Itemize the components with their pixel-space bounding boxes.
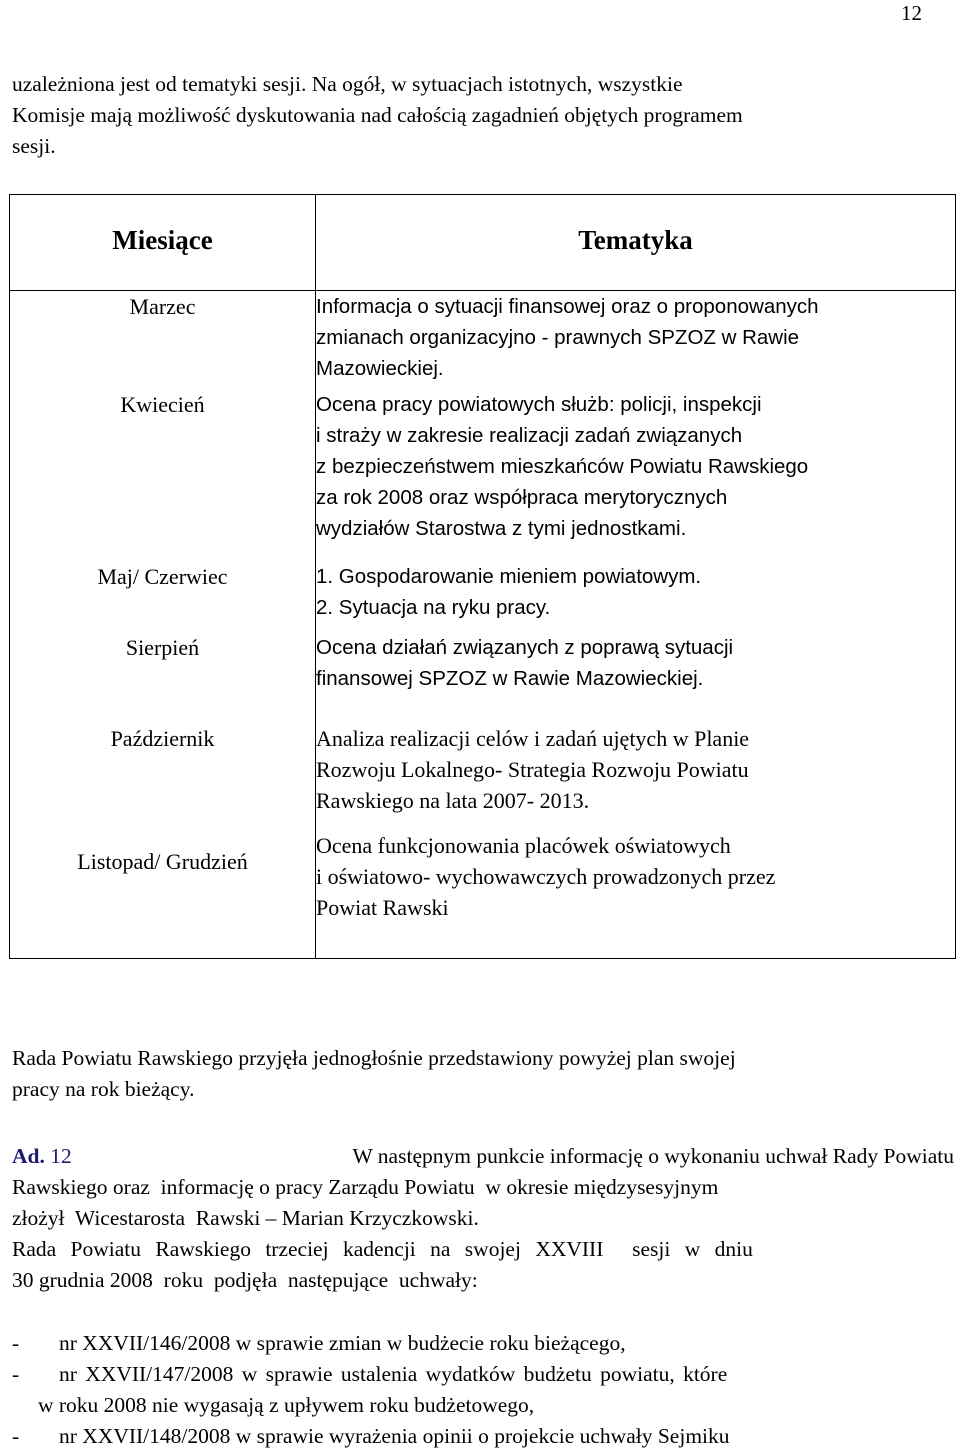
month-cell: Marzec xyxy=(10,291,316,390)
table-row xyxy=(10,291,956,390)
topic-line: Ocena działań związanych z poprawą sytuacji xyxy=(316,636,734,659)
topic-cell xyxy=(316,830,956,959)
list-item xyxy=(12,1328,954,1359)
list-line: nr XXVII/147/2008 w sprawie ustalenia wydatków budżetu powiatu, które xyxy=(59,1362,728,1386)
topic-line: 2. Sytuacja na ryku pracy. xyxy=(316,596,551,619)
topic-line: Ocena pracy powiatowych służb: policji, inspekcji xyxy=(316,393,762,416)
list-item-text xyxy=(59,1421,954,1452)
header-months: Miesiące xyxy=(10,195,316,291)
topic-line: Powiat Rawski xyxy=(316,895,449,920)
topic-line: Rozwoju Lokalnego- Strategia Rozwoju Powiatu xyxy=(316,757,749,782)
list-item xyxy=(12,1421,954,1452)
approval-paragraph xyxy=(12,1043,954,1105)
table-row xyxy=(10,561,956,626)
topic-cell xyxy=(316,389,956,561)
topic-line: Informacja o sytuacji finansowej oraz o proponowanych xyxy=(316,295,819,318)
list-item xyxy=(12,1359,954,1421)
page-number: 12 xyxy=(901,1,922,25)
topic-line: Analiza realizacji celów i zadań ujętych w Planie xyxy=(316,726,750,751)
list-dash: - xyxy=(12,1424,20,1448)
ad-number: 12 xyxy=(50,1144,72,1168)
month-cell: Sierpień xyxy=(10,626,316,709)
ad12-line: złożył Wicestarosta Rawski – Marian Krzyczkowski. xyxy=(12,1206,479,1230)
topic-line: Ocena funkcjonowania placówek oświatowych xyxy=(316,833,731,858)
ad12-line: Rawskiego oraz informację o pracy Zarządu Powiatu w okresie międzysesyjnym xyxy=(12,1175,719,1199)
month-cell: Październik xyxy=(10,709,316,830)
resolutions-list xyxy=(12,1328,954,1452)
intro-line-text: uzależniona jest od tematyki sesji. Na ogół, w sytuacjach istotnych, wszystkie xyxy=(12,72,683,96)
topic-line: z bezpieczeństwem mieszkańców Powiatu Rawskiego xyxy=(316,455,809,478)
list-dash: - xyxy=(12,1362,20,1386)
intro-line: sesji. xyxy=(12,134,56,158)
ad12-line: 30 grudnia 2008 roku podjęła następujące uchwały: xyxy=(12,1268,478,1292)
ad12-heading xyxy=(12,1141,72,1172)
list-item-text xyxy=(38,1359,954,1421)
topic-cell xyxy=(316,291,956,390)
work-plan-table xyxy=(9,194,956,959)
table-row xyxy=(10,830,956,959)
topic-line: i oświatowo- wychowawczych prowadzonych przez xyxy=(316,864,776,889)
header-topics: Tematyka xyxy=(316,195,956,291)
topic-line: 1. Gospodarowanie mieniem powiatowym. xyxy=(316,565,702,588)
list-item-text xyxy=(59,1328,954,1359)
list-line: w roku 2008 nie wygasają z upływem roku budżetowego, xyxy=(38,1393,535,1417)
ad12-line: Rada Powiatu Rawskiego trzeciej kadencji na swojej XXVIII sesji w dniu xyxy=(12,1237,753,1261)
topic-line: i straży w zakresie realizacji zadań związanych xyxy=(316,424,743,447)
topic-cell xyxy=(316,709,956,830)
month-cell: Kwiecień xyxy=(10,389,316,561)
topic-cell xyxy=(316,626,956,709)
topic-line: finansowej SPZOZ w Rawie Mazowieckiej. xyxy=(316,667,704,690)
approval-line: pracy na rok bieżący. xyxy=(12,1077,195,1101)
ad12-line-text: W następnym punkcie informację o wykonaniu uchwał Rady Powiatu xyxy=(352,1144,954,1168)
intro-line: Komisje mają możliwość dyskutowania nad całością zagadnień objętych programem xyxy=(12,103,743,127)
intro-paragraph xyxy=(12,69,954,162)
table-row xyxy=(10,389,956,561)
table-row xyxy=(10,709,956,830)
list-line: nr XXVII/148/2008 w sprawie wyrażenia opinii o projekcie uchwały Sejmiku xyxy=(59,1424,730,1448)
month-cell: Listopad/ Grudzień xyxy=(10,830,316,959)
list-dash: - xyxy=(12,1331,20,1355)
topic-cell xyxy=(316,561,956,626)
topic-line: Mazowieckiej. xyxy=(316,357,444,380)
month-cell: Maj/ Czerwiec xyxy=(10,561,316,626)
list-line: nr XXVII/146/2008 w sprawie zmian w budżecie roku bieżącego, xyxy=(59,1331,626,1355)
topic-line: zmianach organizacyjno - prawnych SPZOZ w Rawie xyxy=(316,326,800,349)
topic-line: za rok 2008 oraz współpraca merytorycznych xyxy=(316,486,728,509)
table-row xyxy=(10,626,956,709)
ad12-line xyxy=(12,1141,954,1172)
intro-line xyxy=(12,69,954,100)
topic-line: wydziałów Starostwa z tymi jednostkami. xyxy=(316,517,687,540)
approval-line: Rada Powiatu Rawskiego przyjęła jednogłośnie przedstawiony powyżej plan swojej xyxy=(12,1046,736,1070)
ad12-paragraph xyxy=(12,1141,954,1296)
ad-label: Ad. xyxy=(12,1144,45,1168)
table-header-row xyxy=(10,195,956,291)
topic-line: Rawskiego na lata 2007- 2013. xyxy=(316,788,590,813)
